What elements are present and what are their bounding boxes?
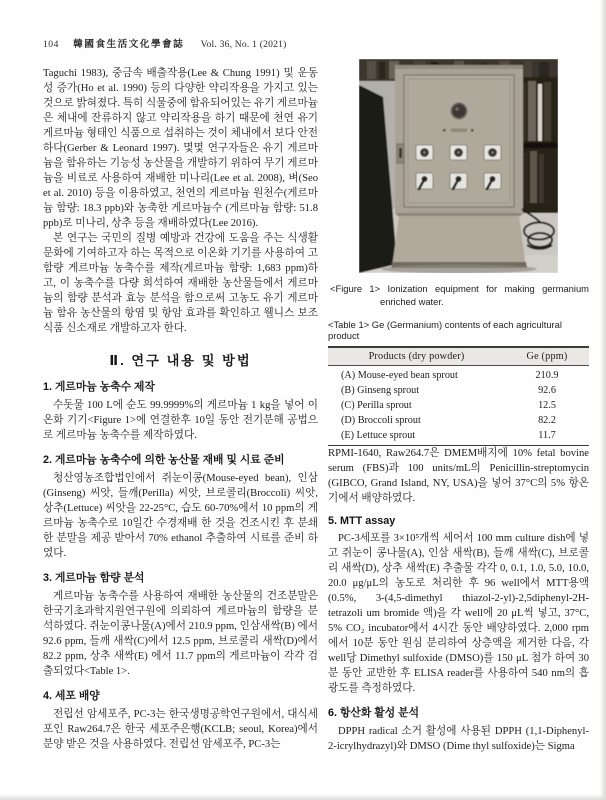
scan-edge-bottom <box>0 794 606 800</box>
ge-contents-table <box>328 346 589 446</box>
col-header-ge: Ge (ppm) <box>505 347 589 366</box>
ge-value-cell: 92.6 <box>538 385 556 396</box>
ge-value-cell: 12.5 <box>538 400 556 411</box>
table-header-row <box>328 347 589 366</box>
subsection-body-3: 게르마늄 농축수를 사용하여 재배한 농산물의 건조분말은 한국기초과학지원연구원에 의뢰하여 게르마늄의 함량을 분석하였다. 쥐눈이콩나물(A)에서 210.9 ppm, 인삼새싹(B) 에서 92.6 ppm, 들깨 새싹(C)에서 12.5 ppm, 브로콜리 새싹(D)에서 82.2 ppm, 상추 새싹(E) 에서 11.7 ppm의 게르마늄이 각각 검출되었다<Table 1>. <box>43 591 318 677</box>
two-column-body <box>43 58 589 754</box>
subsection-body-6: DPPH radical 소거 활성에 사용된 DPPH (1,1-Diphenyl-2-icrylhydrazyl)와 DMSO (Dime thyl sulfoxide)는 Sigma <box>328 726 589 752</box>
subsection-body-1: 수돗물 100 L에 순도 99.9999%의 게르마늄 1 kg을 넣어 이온화 기기<Figure 1>에 연결한후 10일 동안 전기분해 공법으로 게르마늄 농축수를 제작하였다. <box>43 400 318 441</box>
right-column <box>328 58 589 754</box>
table-row <box>328 366 589 384</box>
running-header <box>43 36 586 50</box>
volume-info: Vol. 36, No. 1 (2021) <box>200 39 287 50</box>
ge-value-cell: 82.2 <box>538 415 556 426</box>
table-title: <Table 1> Ge (Germanium) contents of each agricultural product <box>328 319 562 341</box>
scan-edge-right <box>600 0 606 800</box>
product-cell: (C) Perilla sprout <box>341 400 412 411</box>
page-number: 104 <box>43 39 59 50</box>
figure-1 <box>328 59 589 308</box>
subsection-body-4: 전립선 암세포주, PC-3는 한국생명공학연구원에서, 대식세포인 Raw264.7은 한국 세포주은행(KCLB; seoul, Korea)에서 분양 받은 것을 사용하였다. 전립선 암세포주, PC-3는 <box>43 709 318 750</box>
section-heading-methods: Ⅱ. 연구 내용 및 방법 <box>109 353 252 368</box>
table-row <box>328 383 589 398</box>
product-cell: (E) Lettuce sprout <box>341 430 416 441</box>
cell-culture-paragraph: RPMI-1640, Raw264.7은 DMEM배지에 10% fetal bovine serum (FBS)과 100 units/mL의 Penicillin-streptomycin (GIBCO, Grand Island, NY, USA)을 넣어 37°C의 5% 항온기에서 배양하였다. <box>328 448 589 504</box>
intro-paragraph-continued: Taguchi 1983), 중금속 배출작용(Lee & Chung 1991) 및 운동성 증가(Ho et al. 1990) 등의 다양한 약리작용을 가지고 있는 것으로 밝혀졌다. 특히 식물중에 함유되어있는 유기 게르마늄은 체내에 잔류하지 않고 약리작용을 하기 때문에 천연 유기 게르마늄 형태인 식품으로 섭취하는 것이 체내에서 보다 안전하다(Gerber & Leonard 1997). 몇몇 연구자들은 유기 게르마늄을 함유하는 기능성 농산물을 개발하기 위하여 무기 게르마늄을 비료로 사용하여 재배한 미나리(Lee et al. 2008), 벼(Seo et al. 2010) 등을 이용하였고, 천연의 게르마늄 원천수(게르마늄 함량: 18.3 ppb)와 농축한 게르마늄수 (게르마늄 함량: 51.8 ppb)로 미나리, 상추 등을 재배하였다(Lee 2016). <box>43 68 318 229</box>
cabinet-pedestal <box>392 215 526 267</box>
subsection-heading-1: 1. 게르마늄 농축수 제작 <box>43 381 155 393</box>
ge-value-cell: 11.7 <box>538 430 556 441</box>
panel-switches <box>416 173 501 189</box>
product-cell: (D) Broccoli sprout <box>341 415 421 426</box>
panel-meters <box>416 145 501 160</box>
left-column <box>43 58 318 752</box>
subsection-body-5: PC-3세포를 3×10⁵개씩 세어서 100 mm culture dish에 넣고 쥐눈이 콩나물(A), 인삼 새싹(B), 들깨 새싹(C), 브로콜리 새싹(D), 상추 새싹(E) 추출물 각각 0, 0.1, 1.0, 5.0, 10.0, 20.0 μg/μL의 농도로 처리한 후 96 well에서 MTT용액 (0.5%, 3-(4,5-dimethyl thiazol-2-yl)-2,5diphenyl-2H-tetrazoli um bromide 액)을 각 well에 20 μL씩 넣고, 37°C, 5% CO₂ incubator에서 4시간 동안 배양하였다. 2,000 rpm에서 10분 동안 원심 분리하여 상층액을 제거한 다음, 각 well당 Dimethyl sulfoxide (DMSO)를 150 μL 첨가 하여 30분 동안 교반한 후 ELISA reader를 사용하여 540 nm의 흡광도를 측정하였다. <box>328 533 589 694</box>
subsection-heading-3: 3. 게르마늄 함량 분석 <box>43 572 145 584</box>
product-cell: (A) Mouse-eyed bean sprout <box>341 370 458 381</box>
intro-paragraph-purpose: 본 연구는 국민의 질병 예방과 건강에 도움을 주는 식생활문화에 기여하고자 하는 목적으로 이온화 기기를 사용하여 고함량 게르마늄 농축수를 제작(게르마늄 함량: 1,683 ppm)하고, 이 농축수를 다량 희석하여 재배한 농산물들에서 게르마늄의 함량 분석과 효능 분석을 함으로써 고농도 유기 게르마늄 함유 농산물의 항염 및 항암 효과를 확인하고 웰니스 보조식품 신소재로 개발하고자 한다. <box>43 233 318 334</box>
subsection-body-2: 청산영농조합법인에서 쥐눈이콩(Mouse-eyed bean), 인삼(Ginseng) 씨앗, 들깨(Perilla) 씨앗, 브로콜리(Broccoli) 씨앗, 상추(Lettuce) 씨앗을 22-25°C, 습도 60-70%에서 10 ppm의 게르마늄 농축수로 10일간 수경재배 한 것을 건조시킨 후 분쇄한 분말을 제공 받아서 70% ethanol 추출하여 시료를 준비 하였다. <box>43 473 318 559</box>
subsection-heading-4: 4. 세포 배양 <box>43 690 100 702</box>
journal-title: 韓國食生活文化學會誌 <box>73 39 185 50</box>
figure-caption: <Figure 1> Ionization equipment for making germanium enriched water. <box>330 283 589 307</box>
table-row <box>328 428 589 446</box>
subsection-heading-6: 6. 항산화 활성 분석 <box>328 707 420 719</box>
subsection-heading-5: 5. MTT assay <box>328 515 396 527</box>
power-knob <box>452 104 466 118</box>
subsection-heading-2: 2. 게르마늄 농축수에 의한 농산물 재배 및 시료 준비 <box>43 454 285 466</box>
table-row <box>328 398 589 413</box>
product-cell: (B) Ginseng sprout <box>341 385 420 396</box>
figure-photo <box>359 59 558 273</box>
equipment-cabinet <box>391 65 527 268</box>
ge-value-cell: 210.9 <box>535 370 559 381</box>
table-row <box>328 413 589 428</box>
col-header-products: Products (dry powder) <box>328 347 505 366</box>
